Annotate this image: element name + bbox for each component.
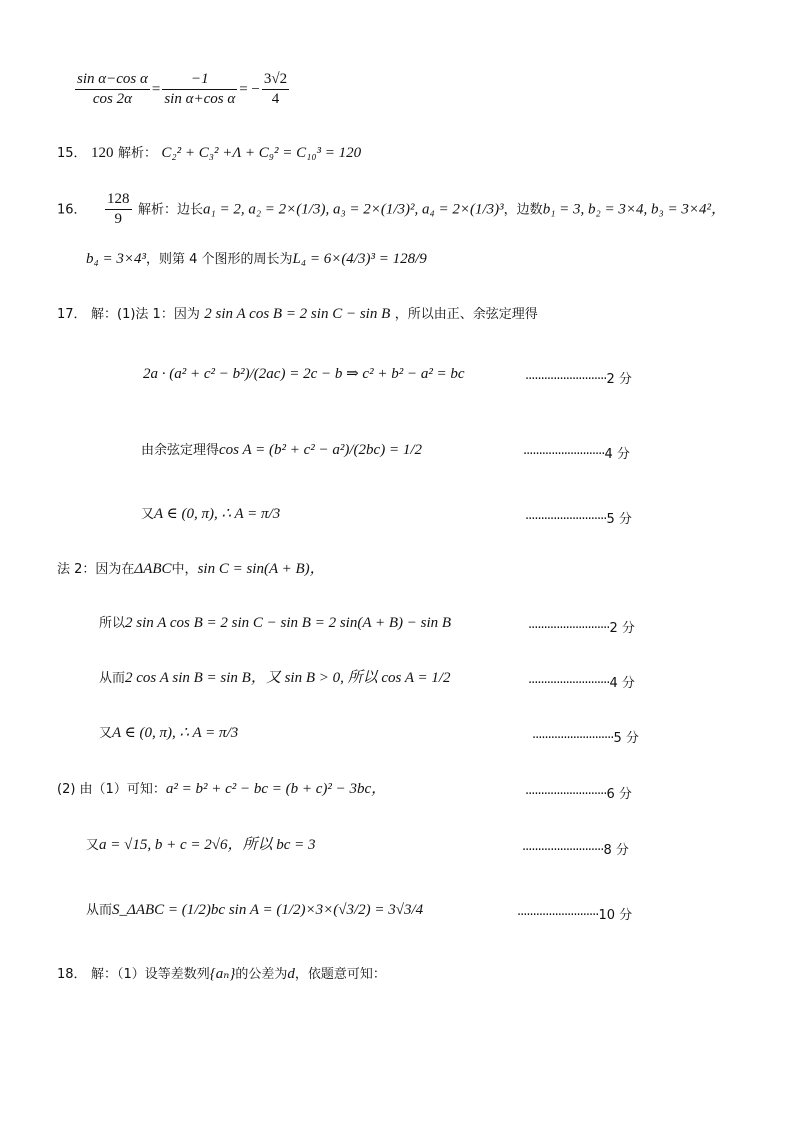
formula: a = √15, b + c = 2√6，所以 bc = 3 [99,837,316,853]
text: 法 2：因为在 [57,562,135,577]
score: 10 分 [598,908,633,923]
formula: d [287,966,295,982]
fraction-numerator: 128 [105,190,132,210]
question-15 [57,146,361,161]
fraction-denominator: sin α+cos α [164,90,236,107]
text: 中， [171,562,198,577]
step-2 [141,443,422,458]
text: 边长 [176,202,203,218]
method-2-step-2 [99,671,451,686]
score-leader: ··························2 分 [528,621,635,636]
formula: C₂² + C₃² +Λ + C₉² = C₁₀³ = 120 [161,145,362,161]
formula: ΔABC [134,561,172,577]
text: 由余弦定理得 [141,443,220,458]
score: 2 分 [609,621,635,636]
score: 5 分 [606,512,632,527]
text: (2) 由（1）可知： [57,782,166,797]
text: ，依题意可知： [294,967,386,982]
score-leader: ··························10 分 [517,908,633,923]
fraction-numerator: sin α−cos α [75,70,150,90]
score: 4 分 [609,676,635,691]
score: 6 分 [606,787,632,802]
question-16-cont [86,252,427,267]
question-number: 18． [57,967,87,982]
score-leader: ··························5 分 [532,731,639,746]
method-2-step-1 [99,616,451,631]
formula: {aₙ} [209,966,236,982]
equals-sign: = − [239,81,260,98]
text: ，边数 [503,202,543,218]
analysis-label: 解析： [137,202,177,218]
fraction-denominator: 4 [271,90,280,107]
text: 又 [99,726,113,741]
text: 从而 [99,671,126,686]
formula: b₄ = 3×4³ [86,251,146,267]
formula: L₄ = 6×(4/3)³ = 128/9 [292,251,427,267]
score: 5 分 [613,731,639,746]
answer: 120 [91,145,114,161]
score-leader: ··························6 分 [525,787,632,802]
method-2-step-3 [99,726,238,741]
score: 8 分 [603,843,629,858]
formula: 2a · (a² + c² − b²)/(2ac) = 2c − b ⇒ c² + b² − a² = bc [143,366,465,382]
text: 解：（1）设等差数列 [91,967,210,982]
formula: 2 sin A cos B = 2 sin C − sin B = 2 sin(A + B) − sin B [125,615,452,631]
text: 又 [141,507,155,522]
question-number: 15． [57,146,87,161]
formula: 2 cos A sin B = sin B，又 sin B > 0, 所以 cos A = 1/2 [125,670,451,686]
text: 的公差为 [235,967,288,982]
fraction-denominator: cos 2α [92,90,132,107]
text: 从而 [86,903,113,918]
analysis-label: 解析： [117,146,157,161]
formula: S_ΔABC = (1/2)bc sin A = (1/2)×3×(√3/2) = 3√3/4 [112,902,424,918]
equation-top [73,70,291,109]
question-number: 17． [57,307,87,322]
formula: 2 sin A cos B = 2 sin C − sin B [204,306,391,322]
score-leader: ··························5 分 [525,512,632,527]
method-2 [57,562,325,577]
text: 又 [86,838,100,853]
text: ，所以由正、余弦定理得 [394,307,538,322]
fraction-numerator: 3√2 [262,70,289,90]
score-leader: ··························8 分 [522,843,629,858]
formula: cos A = (b² + c² − a²)/(2bc) = 1/2 [219,442,422,458]
step-1 [143,367,465,382]
text: 所以 [99,616,126,631]
score: 2 分 [606,372,632,387]
text: 解：(1)法 1：因为 [91,307,200,322]
part-2 [57,782,386,797]
formula: a₁ = 2, a₂ = 2×(1/3), a₃ = 2×(1/3)², a₄ = 2×(1/3)³ [202,201,504,218]
formula: b₁ = 3, b₂ = 3×4, b₃ = 3×4²， [542,201,726,218]
question-16 [57,190,726,229]
question-18 [57,967,386,982]
formula: sin C = sin(A + B)， [197,561,325,577]
step-3 [141,507,280,522]
equals-sign: = [151,81,161,98]
part-2-step-3 [86,903,423,918]
score-leader: ··························4 分 [523,447,630,462]
formula: A ∈ (0, π), ∴ A = π/3 [154,506,281,522]
question-17 [57,307,538,322]
fraction-numerator: −1 [162,70,237,90]
formula: A ∈ (0, π), ∴ A = π/3 [112,725,239,741]
score: 4 分 [604,447,630,462]
formula: a² = b² + c² − bc = (b + c)² − 3bc， [165,781,387,797]
fraction-denominator: 9 [114,210,122,227]
text: ，则第 4 个图形的周长为 [145,252,293,267]
score-leader: ··························2 分 [525,372,632,387]
question-number: 16． [57,202,87,218]
part-2-step-2 [86,838,316,853]
score-leader: ··························4 分 [528,676,635,691]
